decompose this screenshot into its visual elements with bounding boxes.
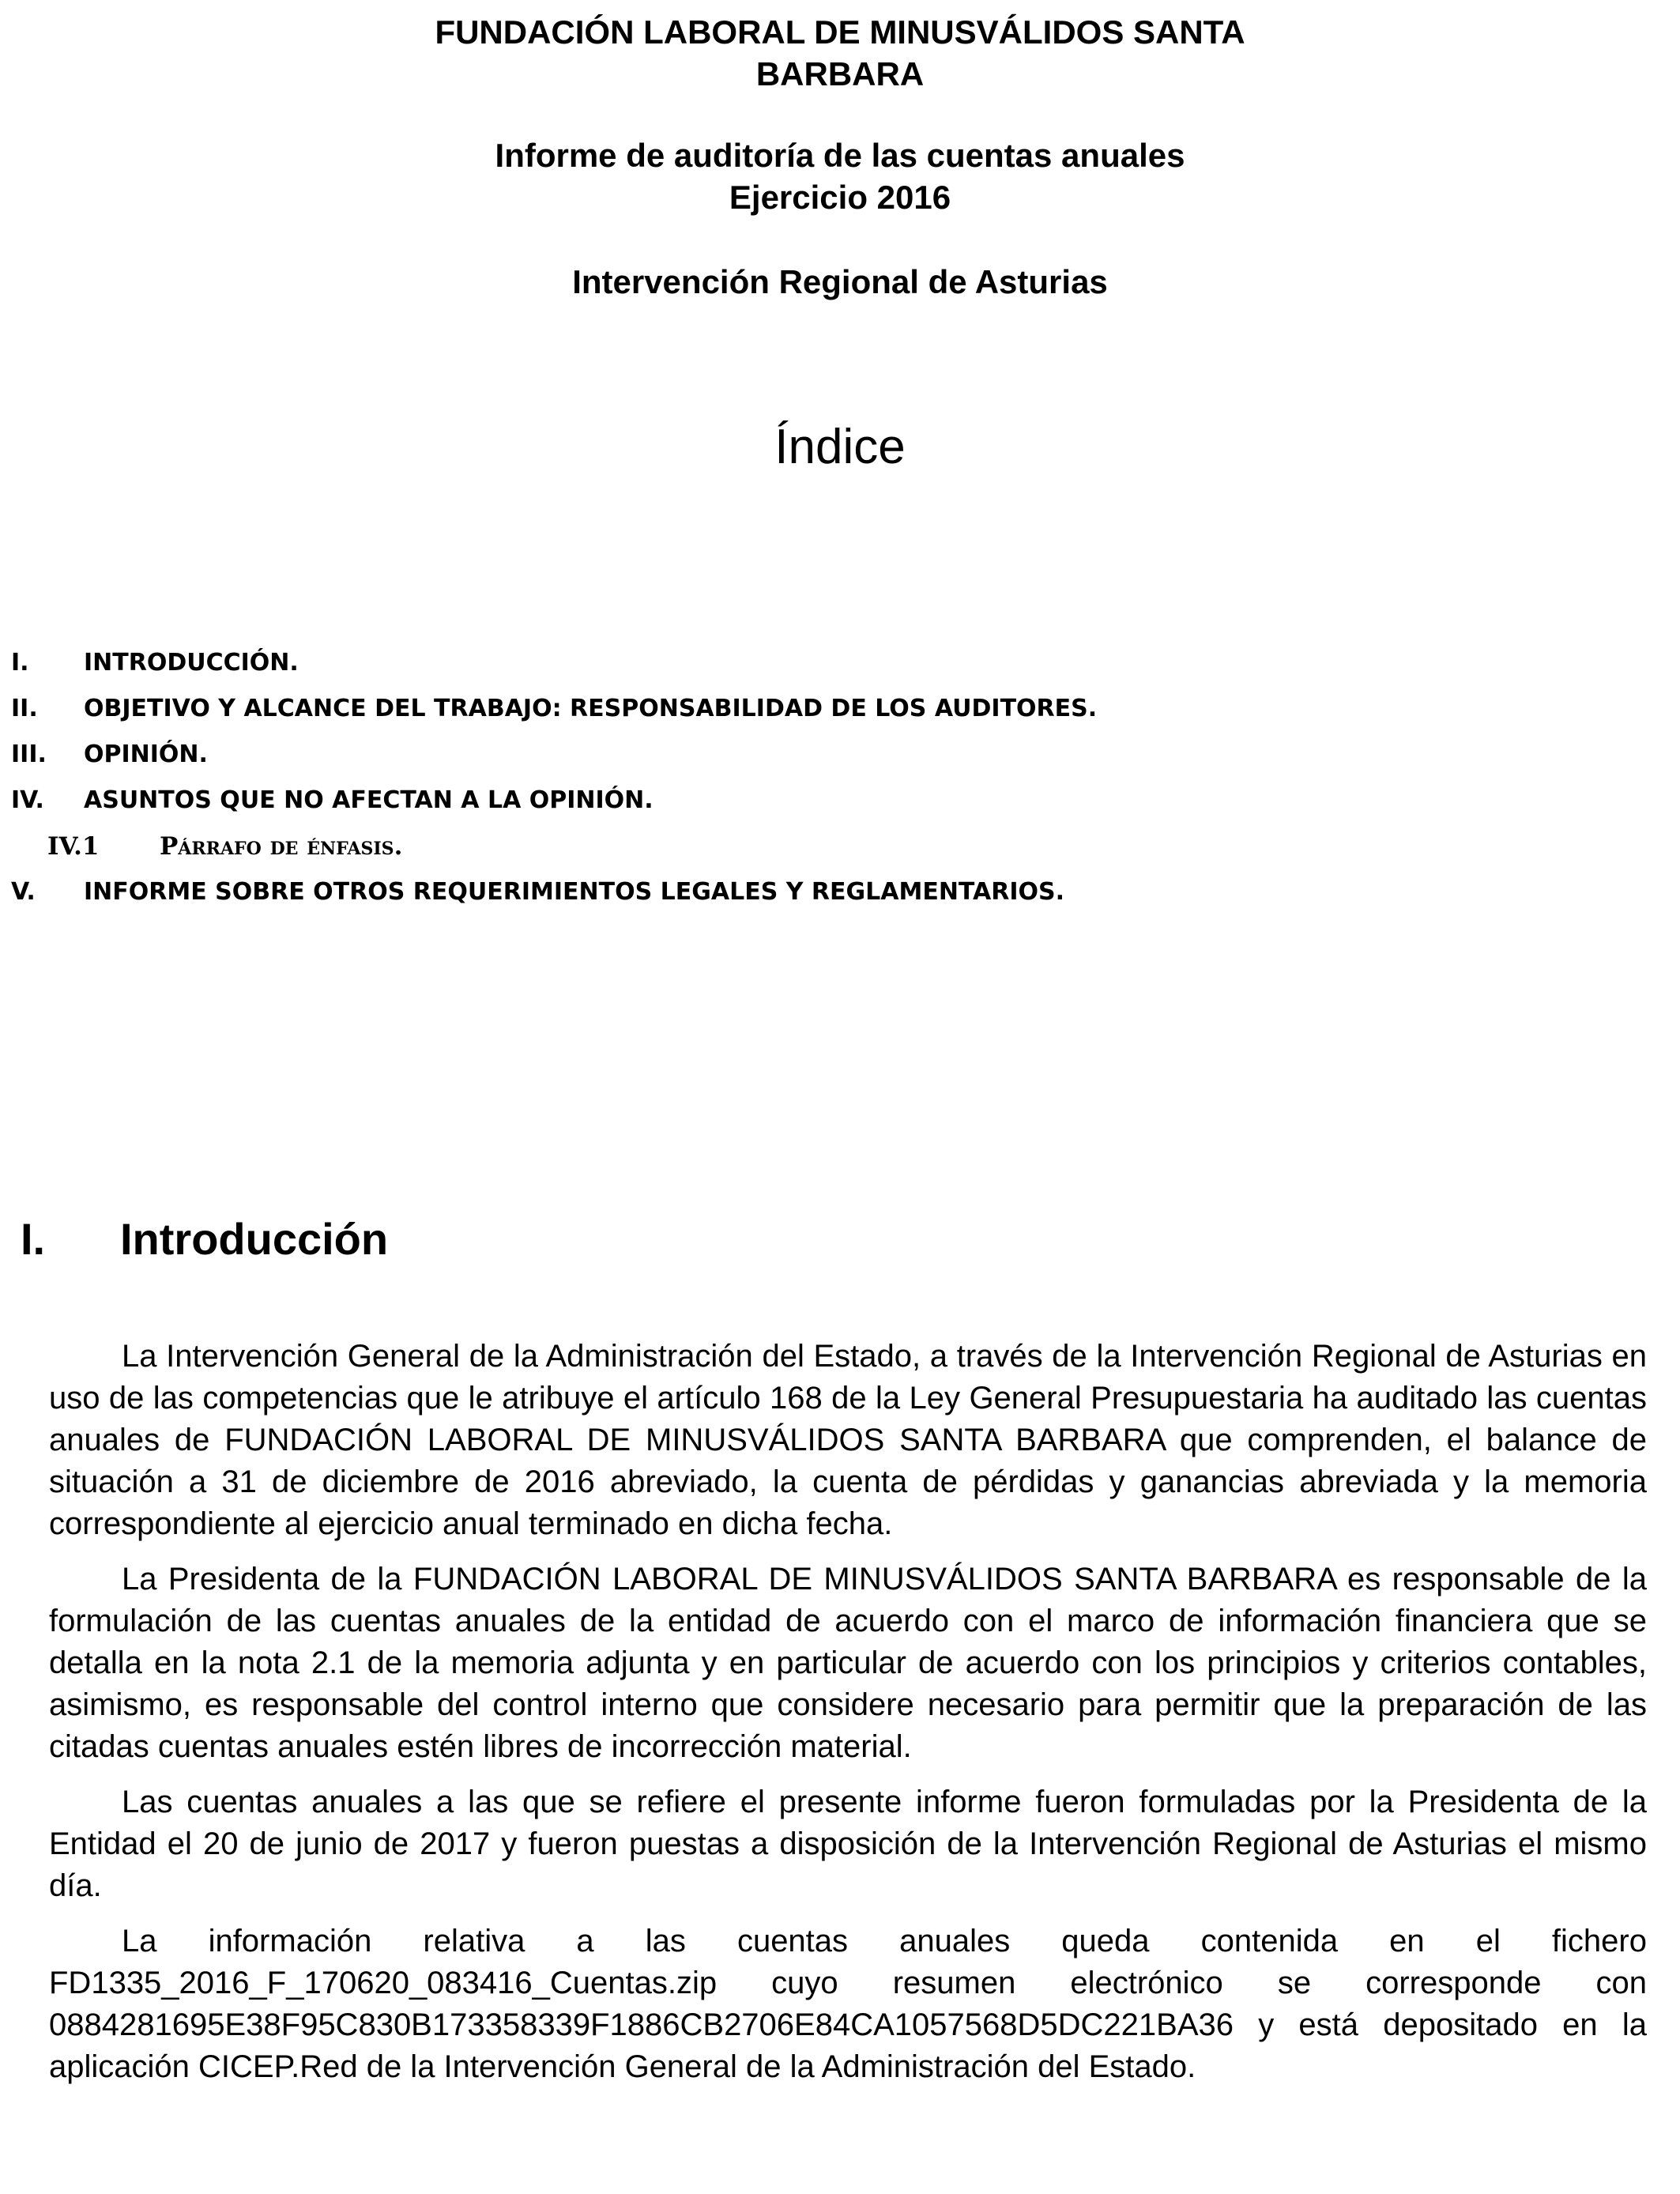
toc-item-number: I. <box>11 649 29 677</box>
section-body <box>49 1336 1647 2102</box>
paragraph: La Presidenta de la FUNDACIÓN LABORAL DE MINUSVÁLIDOS SANTA BARBARA es responsable de la formulación de las cuentas anuales de la entidad de acuerdo con el marco de información financiera que se detalla en la nota 2.1 de la memoria adjunta y en particular de acuerdo con los principios y criterios contables, asimismo, es responsable del control interno que considere necesario para permitir que la preparación de las citadas cuentas anuales estén libres de incorrección material. <box>49 1562 1647 1764</box>
paragraph: La información relativa a las cuentas anuales queda contenida en el fichero FD1335_2016_F_170620_083416_Cuentas.zip cuyo resumen electrónico se corresponde con 0884281695E38F95C830B173358339F1886CB2706E84CA1057568D5DC221BA36 y está depositado en la aplicación CICEP.Red de la Intervención General de la Administración del Estado. <box>49 1924 1647 2084</box>
toc-item-informe-otros[interactable] <box>11 869 1655 915</box>
toc-item-asuntos[interactable] <box>11 778 1655 824</box>
toc-item-number: V. <box>11 878 36 906</box>
toc-item-label: Párrafo de énfasis. <box>160 832 403 861</box>
toc-item-label: INFORME SOBRE OTROS REQUERIMIENTOS LEGALES Y REGLAMENTARIOS. <box>84 878 1065 906</box>
toc-item-label: OPINIÓN. <box>84 741 208 768</box>
issuer <box>0 261 1680 303</box>
paragraph: Las cuentas anuales a las que se refiere el presente informe fueron formuladas por la Presidenta de la Entidad el 20 de junio de 2017 y fueron puestas a disposición de la Intervención Regional de Asturias el mismo día. <box>49 1785 1647 1903</box>
toc-item-number: IV.1 <box>47 832 100 861</box>
toc-item-number: IV. <box>11 786 44 814</box>
organization-title-line2: BARBARA <box>755 55 925 92</box>
paragraph: La Intervención General de la Administración del Estado, a través de la Intervención Regional de Asturias en uso de las competencias que le atribuye el artículo 168 de la Ley General Presupuestaria ha auditado las cuentas anuales de FUNDACIÓN LABORAL DE MINUSVÁLIDOS SANTA BARBARA que comprenden, el balance de situación a 31 de diciembre de 2016 abreviado, la cuenta de pérdidas y ganancias abreviada y la memoria correspondiente al ejercicio anual terminado en dicha fecha. <box>49 1339 1647 1541</box>
index-title: Índice <box>774 420 906 474</box>
report-title <box>0 134 1680 218</box>
toc-item-objetivo[interactable] <box>11 686 1655 732</box>
report-title-line1: Informe de auditoría de las cuentas anuales <box>495 137 1185 174</box>
table-of-contents <box>11 640 1655 915</box>
toc-item-number: III. <box>11 741 47 768</box>
issuer-name: Intervención Regional de Asturias <box>572 263 1108 300</box>
organization-title <box>0 11 1680 95</box>
report-year: Ejercicio 2016 <box>729 179 951 216</box>
toc-item-introduccion[interactable] <box>11 640 1655 686</box>
organization-title-line1: FUNDACIÓN LABORAL DE MINUSVÁLIDOS SANTA <box>435 13 1245 51</box>
toc-item-label: ASUNTOS QUE NO AFECTAN A LA OPINIÓN. <box>84 786 654 814</box>
toc-item-number: II. <box>11 695 38 722</box>
toc-item-opinion[interactable] <box>11 732 1655 778</box>
section-title: Introducción <box>120 1214 389 1264</box>
section-number: I. <box>21 1214 46 1264</box>
toc-item-label: INTRODUCCIÓN. <box>84 649 299 677</box>
toc-item-parrafo-enfasis[interactable] <box>11 824 1655 869</box>
toc-item-label: OBJETIVO Y ALCANCE DEL TRABAJO: RESPONSABILIDAD DE LOS AUDITORES. <box>84 695 1098 722</box>
